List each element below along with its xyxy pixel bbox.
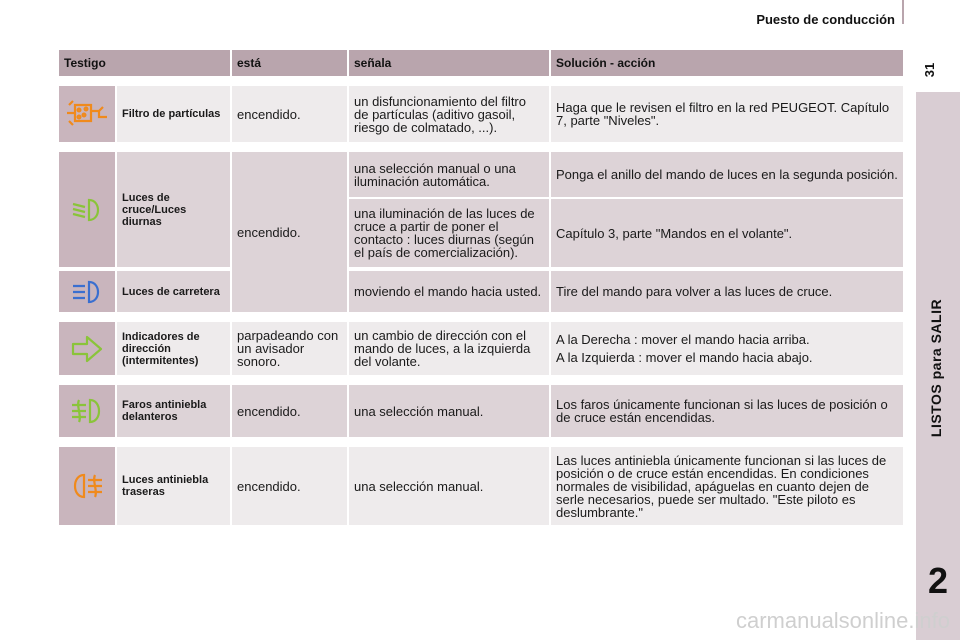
light-signal: un cambio de dirección con el mando de luces, a la izquierda del volante. [348,321,550,376]
table-row [58,446,904,526]
particle-filter-icon [58,85,116,143]
page-number: 31 [922,62,937,78]
light-signal: moviendo el mando hacia usted. [348,270,550,313]
light-name: Luces antiniebla traseras [116,446,231,526]
light-state: encendido. [231,85,348,143]
light-name: Luces de carretera [116,270,231,313]
chapter-title: LISTOS para SALIR [928,298,944,438]
table-row [58,384,904,438]
chapter-number: 2 [927,560,949,601]
table-row [58,85,904,143]
light-signal: un disfuncionamiento del filtro de partículas (aditivo gasoil, riesgo de colmatado, ...). [348,85,550,143]
table-row [58,321,904,376]
section-title: Puesto de conducción [756,12,895,27]
light-state: parpadeando con un avisador sonoro. [231,321,348,376]
column-header-esta: está [231,49,348,77]
light-name: Faros antiniebla delanteros [116,384,231,438]
header-divider [902,0,904,24]
light-state: encendido. [231,384,348,438]
light-signal: una iluminación de las luces de cruce a partir de poner el contacto : luces diurnas (según el país de comercialización). [348,198,550,268]
turn-signal-icon [58,321,116,376]
light-state: encendido. [231,151,348,313]
light-solution: Las luces antiniebla únicamente funcionan si las luces de posición o de cruce están encendidas. En condiciones normales de visibilidad, apáguelas en cuanto dejen de serle necesarios, puede ser multado. "Este piloto es deslumbrante." [550,446,904,526]
light-name: Indicadores de dirección (intermitentes) [116,321,231,376]
light-signal: una selección manual o una iluminación automática. [348,151,550,198]
solution-right: A la Derecha : mover el mando hacia arriba. [556,332,810,347]
column-header-testigo: Testigo [58,49,231,77]
table-row [58,151,904,198]
column-header-solucion: Solución - acción [550,49,904,77]
light-solution: Los faros únicamente funcionan si las luces de posición o de cruce están encendidas. [550,384,904,438]
light-name: Filtro de partículas [116,85,231,143]
warning-lights-table [57,48,905,527]
light-state: encendido. [231,446,348,526]
watermark: carmanualsonline.info [735,608,950,633]
light-solution: Tire del mando para volver a las luces de cruce. [550,270,904,313]
light-solution [550,321,904,376]
high-beam-icon [58,270,116,313]
rear-fog-icon [58,446,116,526]
light-signal: una selección manual. [348,446,550,526]
light-solution: Haga que le revisen el filtro en la red PEUGEOT. Capítulo 7, parte "Niveles". [550,85,904,143]
light-signal: una selección manual. [348,384,550,438]
light-solution: Capítulo 3, parte "Mandos en el volante". [550,198,904,268]
front-fog-icon [58,384,116,438]
solution-left: A la Izquierda : mover el mando hacia abajo. [556,350,813,365]
column-header-senala: señala [348,49,550,77]
light-solution: Ponga el anillo del mando de luces en la segunda posición. [550,151,904,198]
light-name: Luces de cruce/Luces diurnas [116,151,231,268]
table-row [58,270,904,313]
low-beam-icon [58,151,116,268]
table-header-row [58,49,904,77]
